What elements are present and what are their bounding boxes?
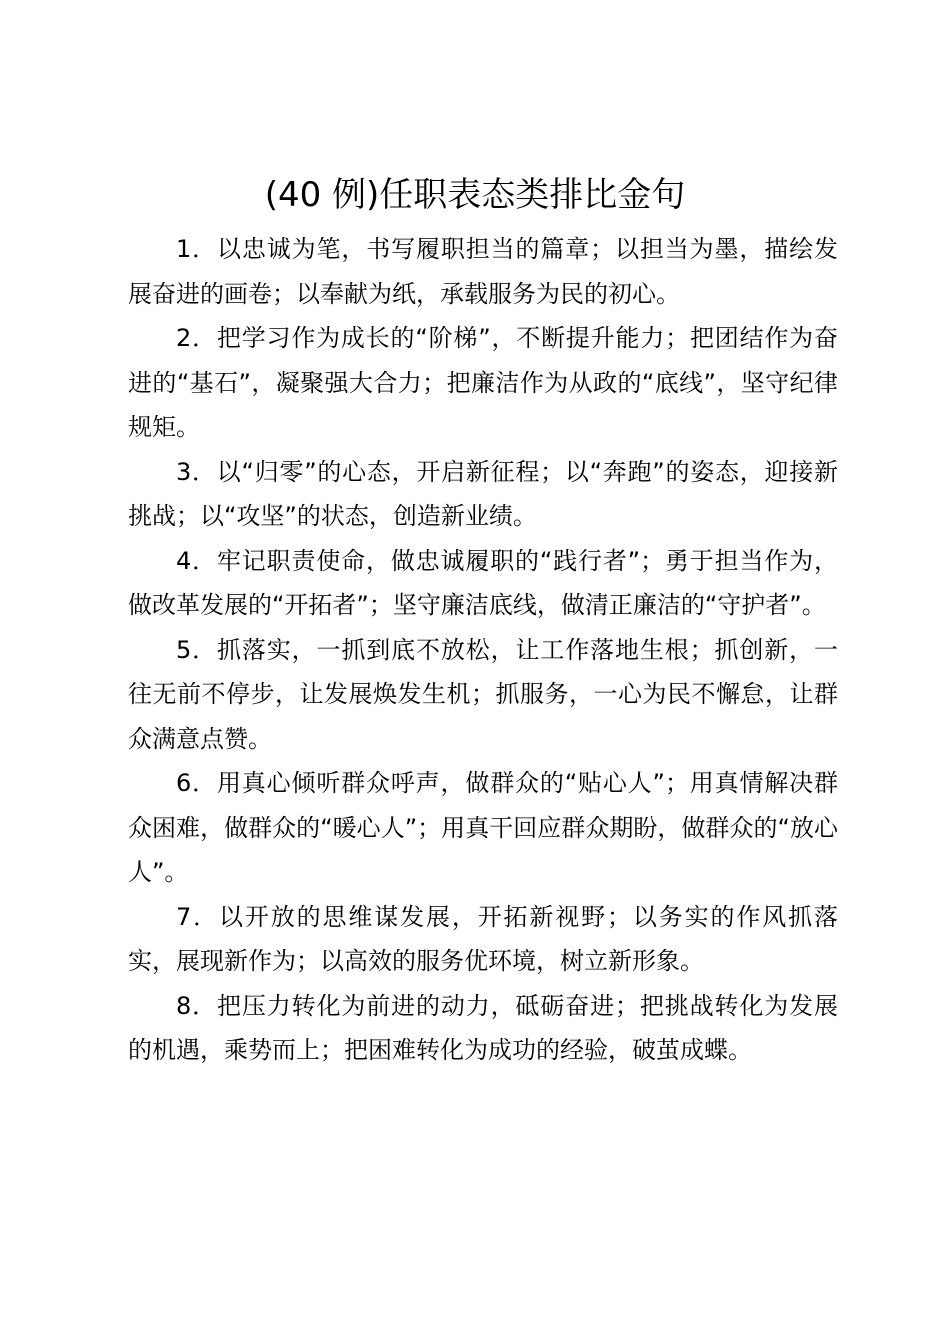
paragraph-1: 1．以忠诚为笔，书写履职担当的篇章；以担当为墨，描绘发展奋进的画卷；以奉献为纸，承载服务为民的初心。 xyxy=(128,235,838,308)
paragraph-5: 5．抓落实，一抓到底不放松，让工作落地生根；抓创新，一往无前不停步，让发展焕发生机；抓服务，一心为民不懈怠，让群众满意点赞。 xyxy=(128,635,838,753)
document-title: (40 例)任职表态类排比金句 xyxy=(264,175,686,215)
paragraph-8: 8．把压力转化为前进的动力，砥砺奋进；把挑战转化为发展的机遇，乘势而上；把困难转化为成功的经验，破茧成蝶。 xyxy=(128,991,838,1064)
paragraph-6: 6．用真心倾听群众呼声，做群众的“贴心人”；用真情解决群众困难，做群众的“暖心人”；用真干回应群众期盼，做群众的“放心人”。 xyxy=(128,769,838,886)
paragraph-7: 7．以开放的思维谋发展，开拓新视野；以务实的作风抓落实，展现新作为；以高效的服务优环境，树立新形象。 xyxy=(128,902,838,975)
paragraph-4: 4．牢记职责使命，做忠诚履职的“践行者”；勇于担当作为，做改革发展的“开拓者”；坚守廉洁底线，做清正廉洁的“守护者”。 xyxy=(128,546,838,619)
paragraph-2: 2．把学习作为成长的“阶梯”，不断提升能力；把团结作为奋进的“基石”，凝聚强大合力；把廉洁作为从政的“底线”，坚守纪律规矩。 xyxy=(128,324,838,441)
paragraph-3: 3．以“归零”的心态，开启新征程；以“奔跑”的姿态，迎接新挑战；以“攻坚”的状态，创造新业绩。 xyxy=(128,457,838,530)
document-body xyxy=(128,227,838,1073)
